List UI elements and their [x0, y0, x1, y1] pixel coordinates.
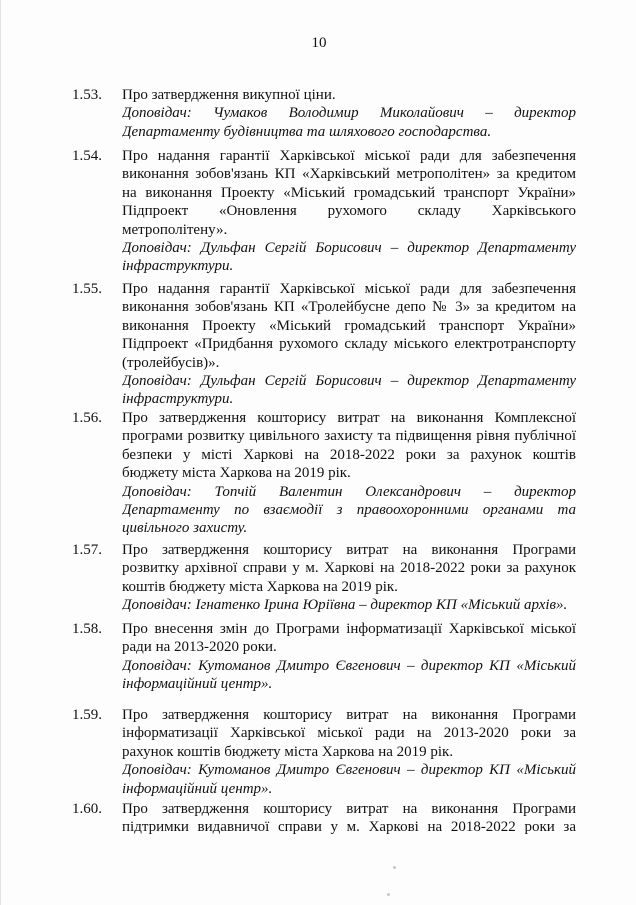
item-title-line: Підпроект «Оновлення рухомого складу Харківського: [122, 203, 576, 220]
item-title-line: Про внесення змін до Програми інформатизації Харківської міської: [122, 621, 576, 637]
speaker-line: цивільного захисту.: [122, 520, 248, 537]
speaker: [122, 596, 576, 614]
item-number: 1.53.: [72, 87, 102, 103]
item-title-line: підтримки видавничої справи у м. Харкові на 2018-2022 роки за: [122, 819, 576, 836]
speaker-line: Доповідач: Кутоманов Дмитро Євгенович – директор КП «Міський: [122, 657, 576, 674]
speaker: [122, 372, 576, 409]
item-title-line: інформатизації Харківської міської ради на 2013-2020 роки за: [122, 725, 576, 742]
item-body: [122, 541, 576, 615]
item-title-line: Підпроект «Придбання рухомого складу міського електротранспорту: [122, 336, 576, 353]
speaker-line: Департаменту будівництва та шляхового господарства.: [122, 123, 492, 140]
item-body: [122, 86, 576, 141]
item-title-line: на виконання Проекту «Міський громадський транспорт України»: [122, 184, 576, 201]
item-title-line: Про затвердження кошторису витрат на виконання Комплексної: [122, 410, 576, 426]
speaker-line: Доповідач: Дульфан Сергій Борисович – директор Департаменту: [122, 373, 576, 390]
speaker-line: інформаційний центр».: [122, 676, 273, 693]
item-number: 1.54.: [72, 148, 102, 164]
speaker-line: інфраструктури.: [122, 391, 234, 408]
speaker-line: Доповідач: Топчій Валентин Олександрович – директор: [122, 483, 576, 500]
item-number: 1.58.: [72, 621, 102, 637]
item-title-line: коштів бюджету міста Харкова на 2019 рік.: [122, 578, 398, 595]
speaker: [122, 483, 576, 538]
item-title-line: метрополітену».: [122, 221, 228, 238]
item-body: [122, 706, 576, 798]
speaker: [122, 657, 576, 694]
speaker-line: інформаційний центр».: [122, 780, 273, 797]
page-number: 10: [311, 35, 327, 51]
speaker-line: інфраструктури.: [122, 258, 234, 275]
scan-speck: [387, 893, 390, 896]
speaker-line: Доповідач: Ігнатенко Ірина Юріївна – директор КП «Міський архів».: [122, 597, 568, 614]
item-title-line: виконання Проекту «Міський громадський транспорт України»: [122, 317, 576, 334]
speaker-line: Доповідач: Кутоманов Дмитро Євгенович – директор КП «Міський: [122, 762, 576, 779]
item-number: 1.57.: [72, 542, 102, 558]
speaker: [122, 761, 576, 798]
speaker: [122, 104, 576, 141]
item-body: [122, 147, 576, 276]
item-title-line: бюджету міста Харкова на 2019 рік.: [122, 465, 351, 482]
item-body: [122, 800, 576, 837]
speaker-line: Департаменту по взаємодії з правоохоронними органами та: [122, 502, 576, 519]
item-title-line: рахунок коштів бюджету міста Харкова на 2019 рік.: [122, 743, 454, 760]
speaker: [122, 239, 576, 276]
item-title-line: Про надання гарантії Харківської міської ради для забезпечення: [122, 148, 576, 164]
item-title-line: Про затвердження кошторису витрат на виконання Програми: [122, 801, 576, 817]
item-body: [122, 409, 576, 538]
item-title-line: розвитку архівної справи у м. Харкові на 2018-2022 роки за рахунок: [122, 560, 576, 577]
speaker-line: Доповідач: Чумаков Володимир Миколайович – директор: [122, 105, 576, 122]
item-number: 1.56.: [72, 410, 102, 426]
item-number: 1.59.: [72, 707, 102, 723]
item-number: 1.60.: [72, 801, 102, 817]
item-title-line: Про затвердження кошторису витрат на виконання Програми: [122, 542, 576, 558]
item-number: 1.55.: [72, 281, 102, 297]
speaker-line: Доповідач: Дульфан Сергій Борисович – директор Департаменту: [122, 240, 576, 257]
item-body: [122, 620, 576, 694]
item-title-line: програми розвитку цивільного захисту та підвищення рівня публічної: [122, 428, 576, 445]
item-title-line: (тролейбусів)».: [122, 354, 220, 371]
scan-speck: [393, 866, 396, 869]
item-title-line: Про затвердження кошторису витрат на виконання Програми: [122, 707, 576, 723]
item-title-line: ради на 2013-2020 роки.: [122, 639, 277, 656]
item-title-line: виконання зобов'язань КП «Харківський метрополітен» за кредитом: [122, 166, 576, 183]
item-title-line: безпеки у місті Харкові на 2018-2022 роки за рахунок коштів: [122, 446, 576, 463]
item-title-line: виконання зобов'язань КП «Тролейбусне депо № 3» за кредитом на: [122, 299, 576, 316]
item-title-line: Про надання гарантії Харківської міської ради для забезпечення: [122, 281, 576, 297]
item-title-line: Про затвердження викупної ціни.: [122, 87, 336, 103]
item-body: [122, 280, 576, 409]
